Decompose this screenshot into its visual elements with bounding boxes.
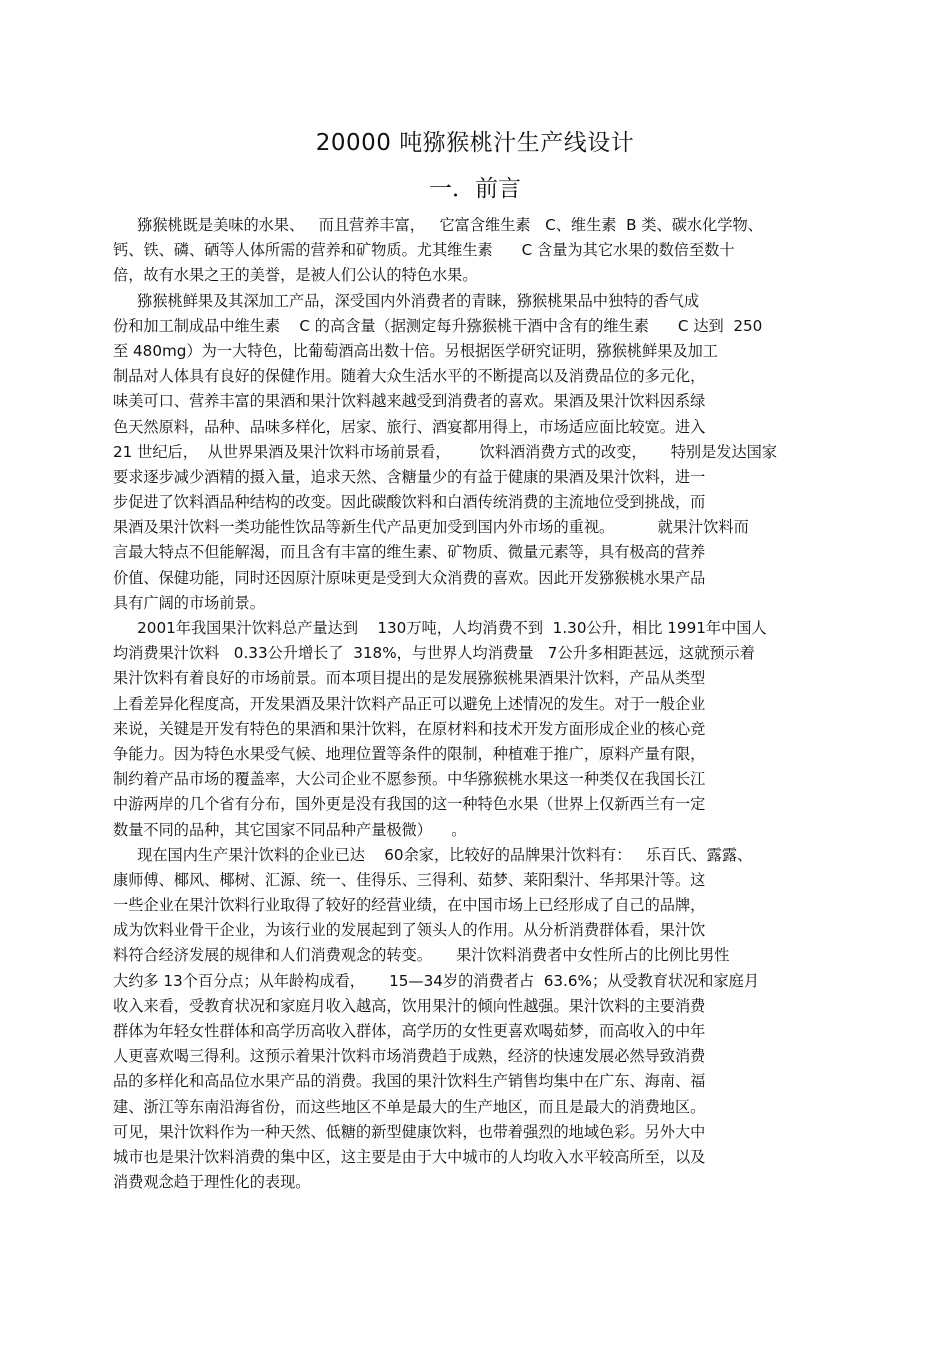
text-line: 21 世纪后， 从世界果酒及果汁饮料市场前景看， 饮料酒消费方式的改变， 特别是发达国家 xyxy=(113,442,778,461)
text-line: 要求逐步减少酒精的摄入量，追求天然、含糖量少的有益于健康的果酒及果汁饮料，进一 xyxy=(113,467,706,486)
text-line: 份和加工制成品中维生素 C 的高含量（据测定每升猕猴桃干酒中含有的维生素 C 达到 250 xyxy=(113,316,763,335)
text-line: 言最大特点不但能解渴，而且含有丰富的维生素、矿物质、微量元素等，具有极高的营养 xyxy=(113,543,706,562)
text-line: 均消费果汁饮料 0.33公升增长了 318%，与世界人均消费量 7公升多相距甚远，这就预示着 xyxy=(113,644,755,663)
text-line: 收入来看，受教育状况和家庭月收入越高，饮用果汁的倾向性越强。果汁饮料的主要消费 xyxy=(113,996,706,1015)
text-line: 可见，果汁饮料作为一种天然、低糖的新型健康饮料，也带着强烈的地域色彩。另外大中 xyxy=(113,1122,706,1141)
text-line: 价值、保健功能，同时还因原汁原味更是受到大众消费的喜欢。因此开发猕猴桃水果产品 xyxy=(113,568,706,587)
text-line: 数量不同的品种，其它国家不同品种产量极微） 。 xyxy=(113,820,467,839)
text-line: 上看差异化程度高，开发果酒及果汁饮料产品正可以避免上述情况的发生。对于一般企业 xyxy=(113,694,706,713)
body-text xyxy=(113,213,873,1195)
text-line: 步促进了饮料酒品种结构的改变。因此碳酸饮料和白酒传统消费的主流地位受到挑战，而 xyxy=(113,493,706,512)
document-title: 20000 吨猕猴桃汁生产线设计 xyxy=(315,130,635,156)
text-line: 人更喜欢喝三得利。这预示着果汁饮料市场消费趋于成熟，经济的快速发展必然导致消费 xyxy=(113,1047,706,1066)
text-line: 成为饮料业骨干企业，为该行业的发展起到了领头人的作用。从分析消费群体看，果汁饮 xyxy=(113,921,706,940)
text-line: 大约多 13个百分点；从年龄构成看， 15—34岁的消费者占 63.6%；从受教育状况和家庭月 xyxy=(113,971,760,990)
text-line: 建、浙江等东南沿海省份，而这些地区不单是最大的生产地区，而且是最大的消费地区。 xyxy=(113,1097,706,1116)
text-line: 中游两岸的几个省有分布，国外更是没有我国的这一种特色水果（世界上仅新西兰有一定 xyxy=(113,795,706,814)
text-line: 品的多样化和高品位水果产品的消费。我国的果汁饮料生产销售均集中在广东、海南、福 xyxy=(113,1072,706,1091)
text-line: 猕猴桃既是美味的水果、 而且营养丰富， 它富含维生素 C、维生素 B 类、碳水化学物、 xyxy=(113,216,763,234)
text-line: 料符合经济发展的规律和人们消费观念的转变。 果汁饮料消费者中女性所占的比例比男性 xyxy=(113,946,730,965)
text-line: 城市也是果汁饮料消费的集中区，这主要是由于大中城市的人均收入水平较高所至，以及 xyxy=(113,1147,706,1166)
text-line: 制品对人体具有良好的保健作用。随着大众生活水平的不断提高以及消费品位的多元化， xyxy=(113,367,706,386)
text-line: 色天然原料，品种、品味多样化，居家、旅行、酒宴都用得上，市场适应面比较宽。进入 xyxy=(113,417,706,436)
text-line: 群体为年轻女性群体和高学历高收入群体，高学历的女性更喜欢喝茹梦，而高收入的中年 xyxy=(113,1022,706,1040)
section-heading: 一．前言 xyxy=(429,176,521,202)
text-line: 一些企业在果汁饮料行业取得了较好的经营业绩，在中国市场上已经形成了自己的品牌， xyxy=(113,896,706,915)
text-line: 现在国内生产果汁饮料的企业已达 60余家，比较好的品牌果汁饮料有： 乐百氏、露露、 xyxy=(113,845,753,864)
text-line: 果酒及果汁饮料一类功能性饮品等新生代产品更加受到国内外市场的重视。 就果汁饮料而 xyxy=(113,518,749,537)
text-line: 来说，关键是开发有特色的果酒和果汁饮料，在原材料和技术开发方面形成企业的核心竞 xyxy=(113,719,706,738)
text-line: 至 480mg）为一大特色，比葡萄酒高出数十倍。另根据医学研究证明，猕猴桃鲜果及加工 xyxy=(113,341,719,360)
text-line: 具有广阔的市场前景。 xyxy=(113,593,265,612)
text-line: 康师傅、椰风、椰树、汇源、统一、佳得乐、三得利、茹梦、莱阳梨汁、华邦果汁等。这 xyxy=(113,870,706,889)
text-line: 倍，故有水果之王的美誉，是被人们公认的特色水果。 xyxy=(113,266,478,285)
text-line: 2001年我国果汁饮料总产量达到 130万吨，人均消费不到 1.30公升，相比 1991年中国人 xyxy=(113,619,767,637)
text-line: 争能力。因为特色水果受气候、地理位置等条件的限制，种植难于推广，原料产量有限， xyxy=(113,744,706,763)
text-line: 消费观念趋于理性化的表现。 xyxy=(113,1173,311,1192)
text-line: 钙、铁、磷、硒等人体所需的营养和矿物质。尤其维生素 C 含量为其它水果的数倍至数十 xyxy=(113,241,735,260)
text-line: 味美可口、营养丰富的果酒和果汁饮料越来越受到消费者的喜欢。果酒及果汁饮料因系绿 xyxy=(113,392,706,411)
text-line: 制约着产品市场的覆盖率，大公司企业不愿参预。中华猕猴桃水果这一种类仅在我国长江 xyxy=(113,770,706,789)
text-line: 果汁饮料有着良好的市场前景。而本项目提出的是发展猕猴桃果酒果汁饮料，产品从类型 xyxy=(113,669,706,688)
text-line: 猕猴桃鲜果及其深加工产品，深受国内外消费者的青睐，猕猴桃果品中独特的香气成 xyxy=(113,291,700,310)
